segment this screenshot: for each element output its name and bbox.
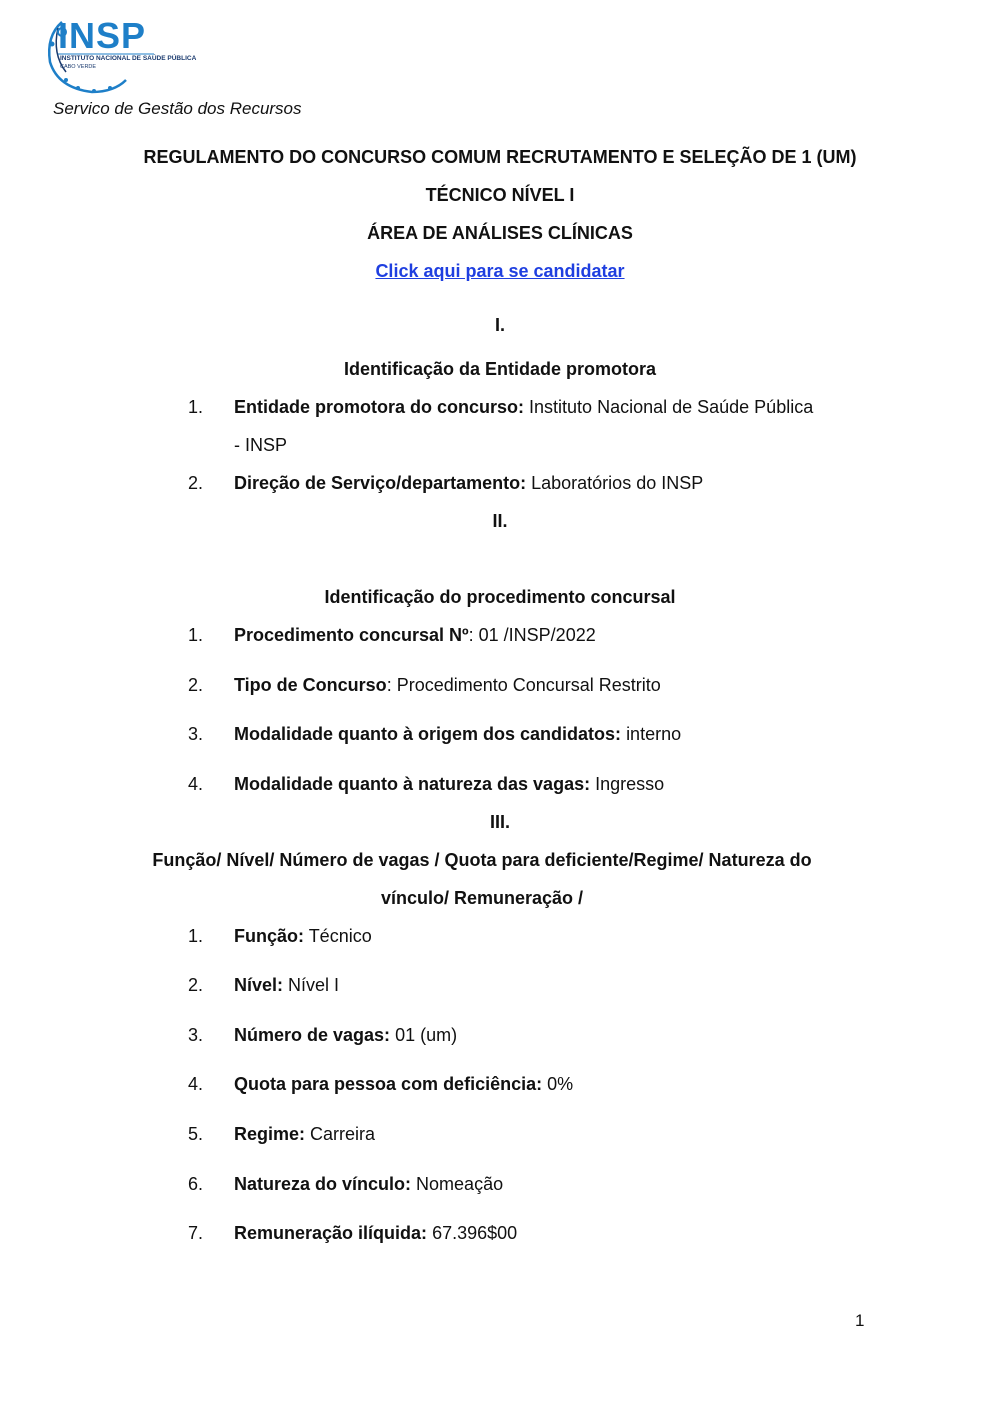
insp-logo (44, 14, 197, 94)
apply-link[interactable]: Click aqui para se candidatar (375, 261, 625, 281)
section-1-heading: Identificação da Entidade promotora (343, 359, 657, 379)
item-value: Instituto Nacional de Saúde Pública (529, 397, 814, 417)
list-number: 1. (188, 625, 204, 645)
item-value: Laboratórios do INSP (531, 473, 704, 493)
list-number: 1. (188, 397, 204, 417)
item-value: 01 (um) (395, 1025, 458, 1045)
list-number: 7. (188, 1223, 204, 1243)
item-label: Procedimento concursal Nº (234, 625, 469, 645)
item-value: Técnico (308, 926, 372, 946)
list-number: 2. (188, 975, 204, 995)
item-label: Quota para pessoa com deficiência: (234, 1074, 543, 1094)
item-label: Número de vagas: (234, 1025, 391, 1045)
document-title-line1: REGULAMENTO DO CONCURSO COMUM RECRUTAMENTO E SELEÇÃO DE 1 (UM) (143, 147, 857, 167)
list-number: 4. (188, 774, 204, 794)
item-value-continuation: - INSP (234, 435, 288, 455)
item-value: Carreira (310, 1124, 376, 1144)
item-value: : Procedimento Concursal Restrito (386, 675, 661, 695)
item-label: Modalidade quanto à natureza das vagas: (234, 774, 591, 794)
item-value: 0% (547, 1074, 574, 1094)
item-label: Direção de Serviço/departamento: (234, 473, 527, 493)
list-number: 3. (188, 724, 204, 744)
item-label: Função: (234, 926, 304, 946)
section-3-heading-line2: vínculo/ Remuneração / (380, 888, 584, 908)
section-1-numeral: I. (494, 315, 505, 335)
section-2-heading: Identificação do procedimento concursal (324, 587, 676, 607)
item-value: : 01 /INSP/2022 (468, 625, 596, 645)
page-number: 1 (855, 1311, 865, 1330)
item-label: Tipo de Concurso (234, 675, 387, 695)
section-2-numeral: II. (492, 511, 508, 531)
item-value: Nomeação (416, 1174, 504, 1194)
list-number: 1. (188, 926, 204, 946)
list-number: 2. (188, 473, 204, 493)
list-number: 4. (188, 1074, 204, 1094)
item-label: Entidade promotora do concurso: (234, 397, 525, 417)
item-value: Ingresso (595, 774, 665, 794)
item-value: Nível I (288, 975, 340, 995)
list-number: 6. (188, 1174, 204, 1194)
item-label: Modalidade quanto à origem dos candidatos: (234, 724, 622, 744)
logo-subtitle: INSTITUTO NACIONAL DE SAÚDE PÚBLICA (60, 55, 197, 62)
service-name: Servico de Gestão dos Recursos (53, 99, 302, 118)
item-value: interno (626, 724, 682, 744)
section-3-heading-line1: Função/ Nível/ Número de vagas / Quota para deficiente/Regime/ Natureza do (152, 850, 812, 870)
document-title-line3: ÁREA DE ANÁLISES CLÍNICAS (367, 223, 633, 243)
section-3-numeral: III. (489, 812, 510, 832)
logo-country: CABO VERDE (60, 64, 97, 70)
list-number: 5. (188, 1124, 204, 1144)
item-label: Nível: (234, 975, 284, 995)
document-title-line2: TÉCNICO NÍVEL I (425, 185, 575, 205)
list-number: 2. (188, 675, 204, 695)
item-value: 67.396$00 (432, 1223, 518, 1243)
item-label: Regime: (234, 1124, 306, 1144)
item-label: Remuneração ilíquida: (234, 1223, 428, 1243)
item-label: Natureza do vínculo: (234, 1174, 412, 1194)
logo-name: INSP (58, 15, 147, 56)
list-number: 3. (188, 1025, 204, 1045)
